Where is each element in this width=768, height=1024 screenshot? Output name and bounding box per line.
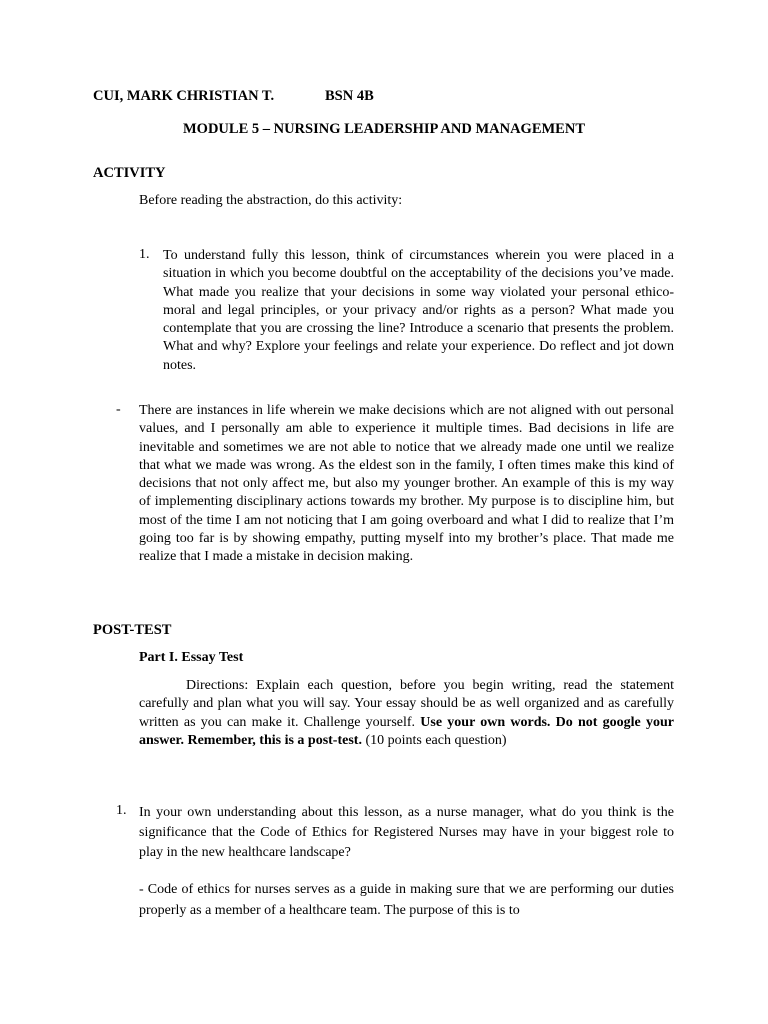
directions-emphasis: Use your own words. Do not google your answer. Remember, this is a post-test.: [139, 714, 674, 748]
activity-heading: ACTIVITY: [93, 165, 166, 181]
part-title: Part I. Essay Test: [139, 650, 244, 665]
question-text: In your own understanding about this lesson, as a nurse manager, what do you think is the significance that the Code of Ethics for Registered Nurses may have in your biggest role to play in the new healthcare landscape?: [139, 805, 674, 860]
activity-intro: Before reading the abstraction, do this activity:: [139, 193, 403, 208]
activity-item-text: To understand fully this lesson, think of circumstances wherein you were placed in a situation in which you become doubtful on the acceptability of the decisions you’ve made. What made you realize that your decisions in some way violated your personal ethico-moral and legal principles, or your privacy and/or rights as a person? What made you contemplate that you are crossing the line? Introduce a scenario that presents the problem. What and why? Explore your feelings and relate your experience. Do reflect and jot down notes.: [163, 248, 674, 373]
module-title: MODULE 5 – NURSING LEADERSHIP AND MANAGEMENT: [182, 121, 585, 137]
directions-text: Directions: Explain each question, before you begin writing, read the statement carefully and plan what you will say. Your essay should be as well organized and as carefully written as you can make it. Challenge yourself.: [139, 678, 674, 730]
directions-paragraph: [139, 677, 674, 750]
student-section: BSN 4B: [325, 88, 374, 104]
question-answer-text: - Code of ethics for nurses serves as a guide in making sure that we are performing our duties properly as a member of a healthcare team. The purpose of this is to: [139, 882, 674, 918]
activity-answer-bullet: -: [116, 402, 121, 417]
student-name: CUI, MARK CHRISTIAN T.: [93, 88, 275, 104]
directions-points: (10 points each question): [361, 732, 507, 748]
activity-item-number: 1.: [139, 247, 150, 262]
question-number: 1.: [116, 803, 127, 818]
post-test-heading: POST-TEST: [93, 622, 172, 638]
activity-answer-text: There are instances in life wherein we make decisions which are not aligned with out personal values, and I personally am able to experience it multiple times. Bad decisions in life are inevitable and sometimes we are not able to notice that we already made one until we realize that what we made was wrong. As the eldest son in the family, I often times make this kind of decisions that not only affect me, but also my younger brother. An example of this is my way of implementing disciplinary actions towards my brother. My purpose is to discipline him, but most of the time I am not noticing that I am going overboard and what I did to realize that I’m going too far is by showing empathy, putting myself into my brother’s place. That made me realize that I made a mistake in decision making.: [139, 403, 674, 565]
